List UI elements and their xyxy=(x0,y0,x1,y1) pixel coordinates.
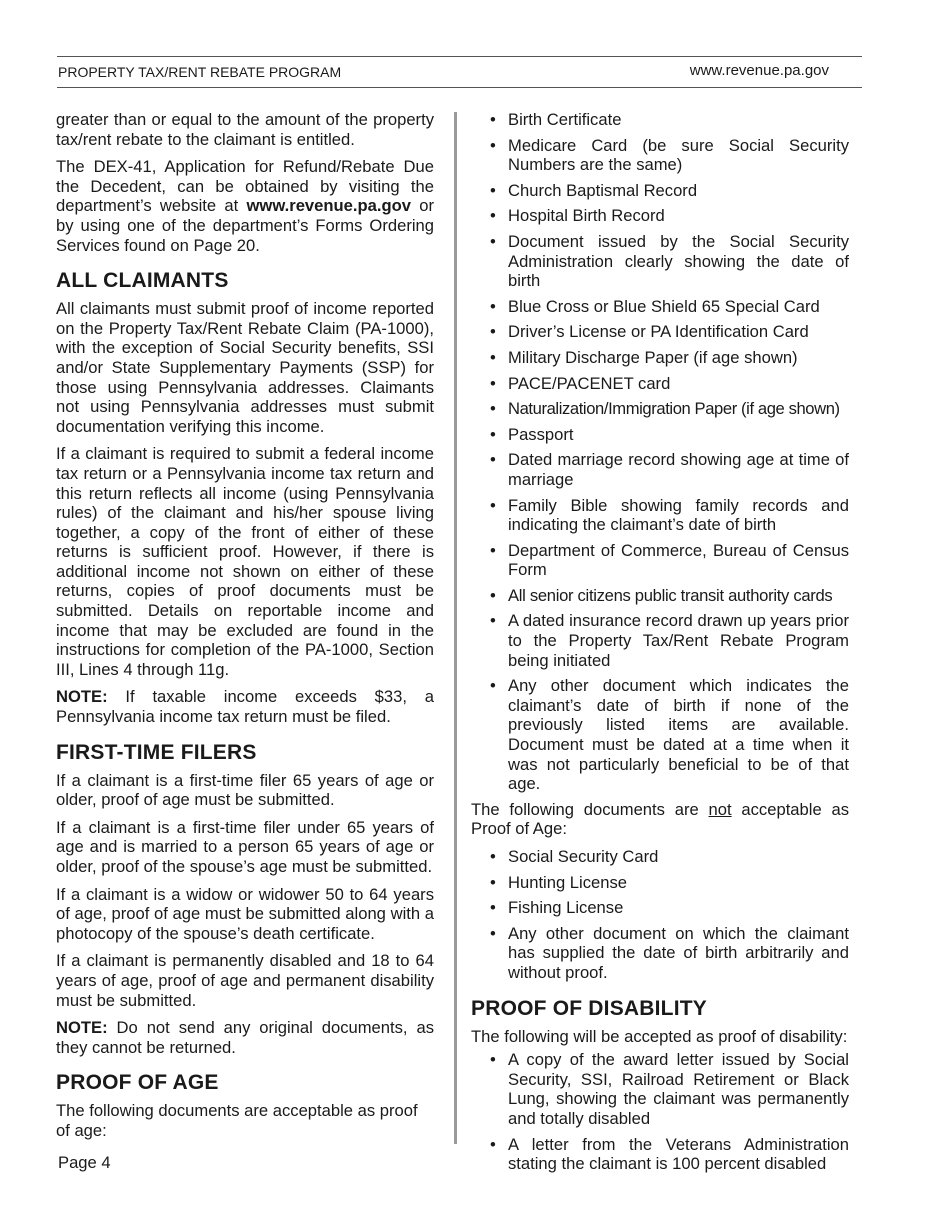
header-website[interactable]: www.revenue.pa.gov xyxy=(689,62,829,79)
right-column xyxy=(471,110,849,1180)
dex41-text-b: or by using one of the department’s Forms Ordering Services found on Page 20. xyxy=(56,196,434,255)
header-bottom-rule xyxy=(57,87,862,88)
proof-of-age-intro: The following documents are acceptable as proof of age: xyxy=(56,1101,418,1140)
list-item: • Document issued by the Social Security Administration clearly showing the date of birth xyxy=(471,232,849,291)
all-claimants-heading: ALL CLAIMANTS xyxy=(56,269,229,293)
note-text: Do not send any original documents, as they cannot be returned. xyxy=(56,1018,434,1057)
list-item: • Hospital Birth Record xyxy=(471,206,849,226)
not-word: not xyxy=(708,799,732,819)
proof-of-disability-intro: The following will be accepted as proof of disability: xyxy=(471,1026,848,1046)
not-acceptable-intro xyxy=(471,800,849,839)
list-item: • Family Bible showing family records and indicating the claimant’s date of birth xyxy=(471,496,849,535)
header-top-rule xyxy=(57,56,862,57)
first-time-paragraph-1: If a claimant is a first-time filer 65 years of age or older, proof of age must be submitted. xyxy=(56,770,434,810)
first-time-filers-heading: FIRST-TIME FILERS xyxy=(56,740,257,764)
list-item: • Hunting License xyxy=(471,873,849,893)
note-label: NOTE: xyxy=(56,1018,108,1038)
not-acceptable-documents-list xyxy=(471,847,849,983)
all-claimants-note xyxy=(56,687,434,726)
list-item: • A dated insurance record drawn up years prior to the Property Tax/Rent Rebate Program being initiated xyxy=(471,611,849,670)
dex41-text-a: The DEX-41, Application for Refund/Rebate Due the Decedent, can be obtained by visiting the department’s website at xyxy=(56,157,434,216)
list-item: • Military Discharge Paper (if age shown) xyxy=(471,348,849,368)
list-item: • Church Baptismal Record xyxy=(471,181,849,201)
proof-of-disability-heading: PROOF OF DISABILITY xyxy=(471,996,707,1020)
list-item: • Driver’s License or PA Identification Card xyxy=(471,322,849,342)
list-item: • Social Security Card xyxy=(471,847,849,867)
note-label: NOTE: xyxy=(56,687,108,707)
list-item: • Birth Certificate xyxy=(471,110,849,130)
left-column xyxy=(56,110,434,1149)
first-time-note xyxy=(56,1018,434,1057)
header-program-title: PROPERTY TAX/RENT REBATE PROGRAM xyxy=(58,64,342,80)
dex41-paragraph xyxy=(56,157,434,255)
list-item: • Medicare Card (be sure Social Security Numbers are the same) xyxy=(471,136,849,175)
list-item: • Any other document on which the claimant has supplied the date of birth arbitrarily and without proof. xyxy=(471,924,849,983)
not-acceptable-text-a: The following documents are xyxy=(471,799,709,819)
list-item: • Department of Commerce, Bureau of Census Form xyxy=(471,541,849,580)
list-item: • Dated marriage record showing age at time of marriage xyxy=(471,450,849,489)
intro-paragraph: greater than or equal to the amount of the property tax/rent rebate to the claimant is entitled. xyxy=(56,110,434,149)
list-item: • Naturalization/Immigration Paper (if age shown) xyxy=(471,399,849,419)
list-item: • All senior citizens public transit authority cards xyxy=(471,586,849,606)
proof-of-age-heading: PROOF OF AGE xyxy=(56,1071,219,1095)
list-item: • Any other document which indicates the claimant’s date of birth if none of the previously listed items are available. Document must be dated at a time when it was not particularly beneficial to be of that age. xyxy=(471,676,849,794)
column-divider xyxy=(454,112,457,1144)
first-time-paragraph-4: If a claimant is permanently disabled and 18 to 64 years of age, proof of age and permanent disability must be submitted. xyxy=(56,951,434,1010)
first-time-paragraph-3: If a claimant is a widow or widower 50 to 64 years of age, proof of age must be submitted along with a photocopy of the spouse’s death certificate. xyxy=(56,884,434,943)
all-claimants-paragraph-2: If a claimant is required to submit a federal income tax return or a Pennsylvania income tax return and this return reflects all income (using Pennsylvania rules) of the claimant and his/her spouse living together, a copy of the front of either of these returns is sufficient proof. However, if there is additional income not shown on either of these returns, copies of proof documents must be submitted. Details on reportable income and income that may be excluded are found in the instructions for completion of the PA-1000, Section III, Lines 4 through 11g. xyxy=(56,444,434,679)
list-item: • A letter from the Veterans Administration stating the claimant is 100 percent disabled xyxy=(471,1135,849,1174)
all-claimants-paragraph-1: All claimants must submit proof of income reported on the Property Tax/Rent Rebate Claim (PA-1000), with the exception of Social Security benefits, SSI and/or State Supplementary Payments (SSP) for those using Pennsylvania addresses. Claimants not using Pennsylvania addresses must submit documentation verifying this income. xyxy=(56,299,434,436)
disability-documents-list xyxy=(471,1050,849,1174)
first-time-paragraph-2: If a claimant is a first-time filer under 65 years of age and is married to a person 65 years of age or older, proof of the spouse’s age must be submitted. xyxy=(56,817,434,876)
list-item: • Passport xyxy=(471,425,849,445)
list-item: • PACE/PACENET card xyxy=(471,374,849,394)
list-item: • A copy of the award letter issued by Social Security, SSI, Railroad Retirement or Black Lung, showing the claimant was permanently and totally disabled xyxy=(471,1050,849,1128)
note-text: If taxable income exceeds $33, a Pennsylvania income tax return must be filed. xyxy=(56,687,434,727)
acceptable-documents-list xyxy=(471,110,849,794)
website-link[interactable]: www.revenue.pa.gov xyxy=(246,196,411,216)
list-item: • Blue Cross or Blue Shield 65 Special Card xyxy=(471,297,849,317)
page-number: Page 4 xyxy=(58,1153,111,1172)
not-acceptable-text-b: acceptable as Proof of Age: xyxy=(471,799,849,839)
list-item: • Fishing License xyxy=(471,898,849,918)
